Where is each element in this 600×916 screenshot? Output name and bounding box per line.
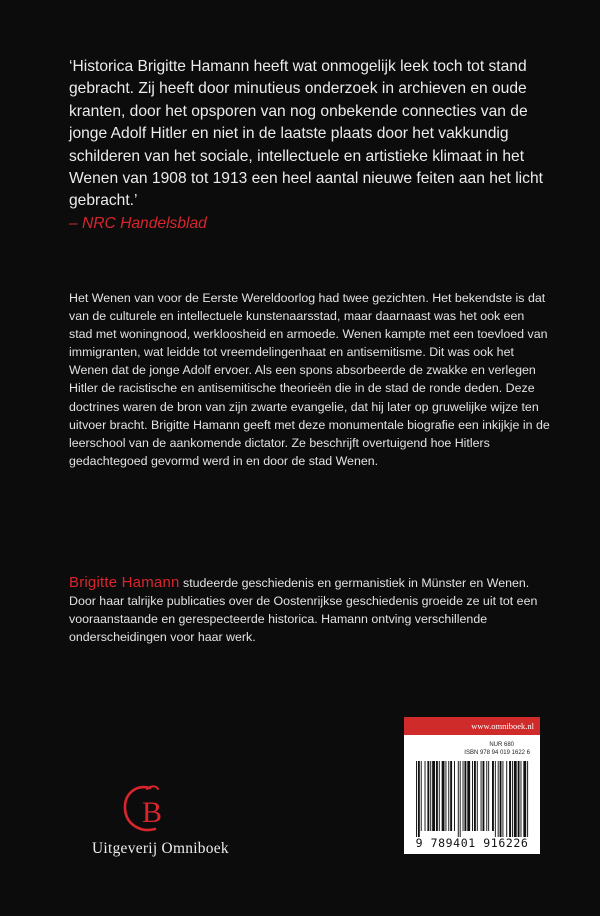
- barcode-bar: [418, 761, 420, 837]
- omniboek-logo-icon: [120, 782, 172, 836]
- quote-text: ‘Historica Brigitte Hamann heeft wat onmogelijk leek toch tot stand gebracht. Zij heeft door minutieus onderzoek in archieven en oude kranten, door het opsporen van nog onbekende connecties van de jonge Adolf Hitler en niet in de laatste plaats door het vakkundig schilderen van het sociale, intellectuele en artistieke klimaat in het Wenen van 1908 tot 1913 een heel aantal nieuwe feiten aan het licht gebracht.’: [69, 58, 543, 210]
- barcode-bar: [518, 761, 520, 837]
- barcode-digits: 9 789401 916226: [415, 836, 529, 850]
- publisher-logo: [92, 782, 252, 862]
- isbn-barcode-box: [404, 717, 540, 854]
- barcode-bar: [488, 761, 489, 831]
- barcode-bar: [523, 761, 526, 837]
- barcode-bar: [460, 761, 461, 837]
- barcode: [416, 761, 530, 837]
- barcode-bar: [474, 761, 476, 831]
- logo-letter: B: [142, 796, 163, 829]
- barcode-bar: [421, 761, 422, 831]
- review-quote: [69, 56, 549, 235]
- barcode-bar: [425, 761, 426, 831]
- barcode-bar: [448, 761, 449, 831]
- barcode-bar: [442, 761, 445, 831]
- nur-code: NUR 680: [489, 742, 514, 748]
- barcode-bar: [416, 761, 417, 837]
- barcode-bar: [427, 761, 429, 831]
- barcode-bar: [527, 761, 528, 837]
- barcode-bar: [439, 761, 440, 831]
- publisher-name: Uitgeverij Omniboek: [92, 840, 229, 857]
- barcode-bar: [502, 761, 503, 837]
- barcode-bar: [481, 761, 482, 831]
- quote-source: – NRC Handelsblad: [69, 214, 207, 232]
- isbn-number: ISBN 978 94 019 1622 6: [464, 750, 530, 756]
- barcode-bar: [477, 761, 478, 831]
- barcode-bar: [454, 761, 455, 831]
- barcode-bar: [467, 761, 470, 831]
- barcode-bar: [483, 761, 485, 831]
- author-bio: [69, 574, 551, 646]
- author-bio-text: studeerde geschiedenis en germanistiek in Münster en Wenen. Door haar talrijke publicaties over de Oostenrijkse geschiedenis groeide ze uit tot een vooraanstaande en gerespecteerde historica. Hamann ontving verschillende onderscheidingen voor haar werk.: [69, 576, 538, 645]
- barcode-bar: [464, 761, 466, 831]
- barcode-bar: [492, 761, 494, 831]
- barcode-bar: [495, 761, 496, 837]
- barcode-bar: [458, 761, 459, 837]
- barcode-bar: [432, 761, 435, 831]
- barcode-bar: [514, 761, 517, 837]
- barcode-bar: [500, 761, 502, 837]
- barcode-bar: [498, 761, 499, 837]
- barcode-bar: [436, 761, 438, 831]
- barcode-bar: [472, 761, 473, 831]
- author-name: Brigitte Hamann: [69, 574, 180, 591]
- barcode-bar: [486, 761, 487, 831]
- barcode-bar: [521, 761, 522, 837]
- barcode-bar: [463, 761, 464, 831]
- barcode-bar: [509, 761, 511, 837]
- publisher-url: www.omniboek.nl: [404, 717, 540, 735]
- book-description: Het Wenen van voor de Eerste Wereldoorlog had twee gezichten. Het bekendste is dat van de culturele en intellectuele kunstenaarsstad, maar daarnaast was het ook een stad met woningnood, werkloosheid en armoede. Wenen kampte met een toevloed van immigranten, wat leidde tot vreemdelingenhaat en antisemitisme. Dit was ook het Wenen dat de jonge Adolf ervoer. Als een spons absorbeerde de zwakke en verlegen Hitler de racistische en antisemitische theorieën die in de stad de ronde deden. Deze doctrines waren de bron van zijn zwarte evangelie, dat hij later op gruwelijke wijze ten uitvoer bracht. Brigitte Hamann geeft met deze monumentale biografie een inkijkje in de leerschool van de aankomende dictator. Ze beschrijft overtuigend hoe Hitlers gedachtegoed gevormd werd in en door de stad Wenen.: [69, 291, 550, 468]
- barcode-bar: [506, 761, 507, 837]
- barcode-bar: [450, 761, 452, 831]
- barcode-bar: [430, 761, 431, 831]
- barcode-bar: [512, 761, 513, 837]
- barcode-bar: [445, 761, 446, 831]
